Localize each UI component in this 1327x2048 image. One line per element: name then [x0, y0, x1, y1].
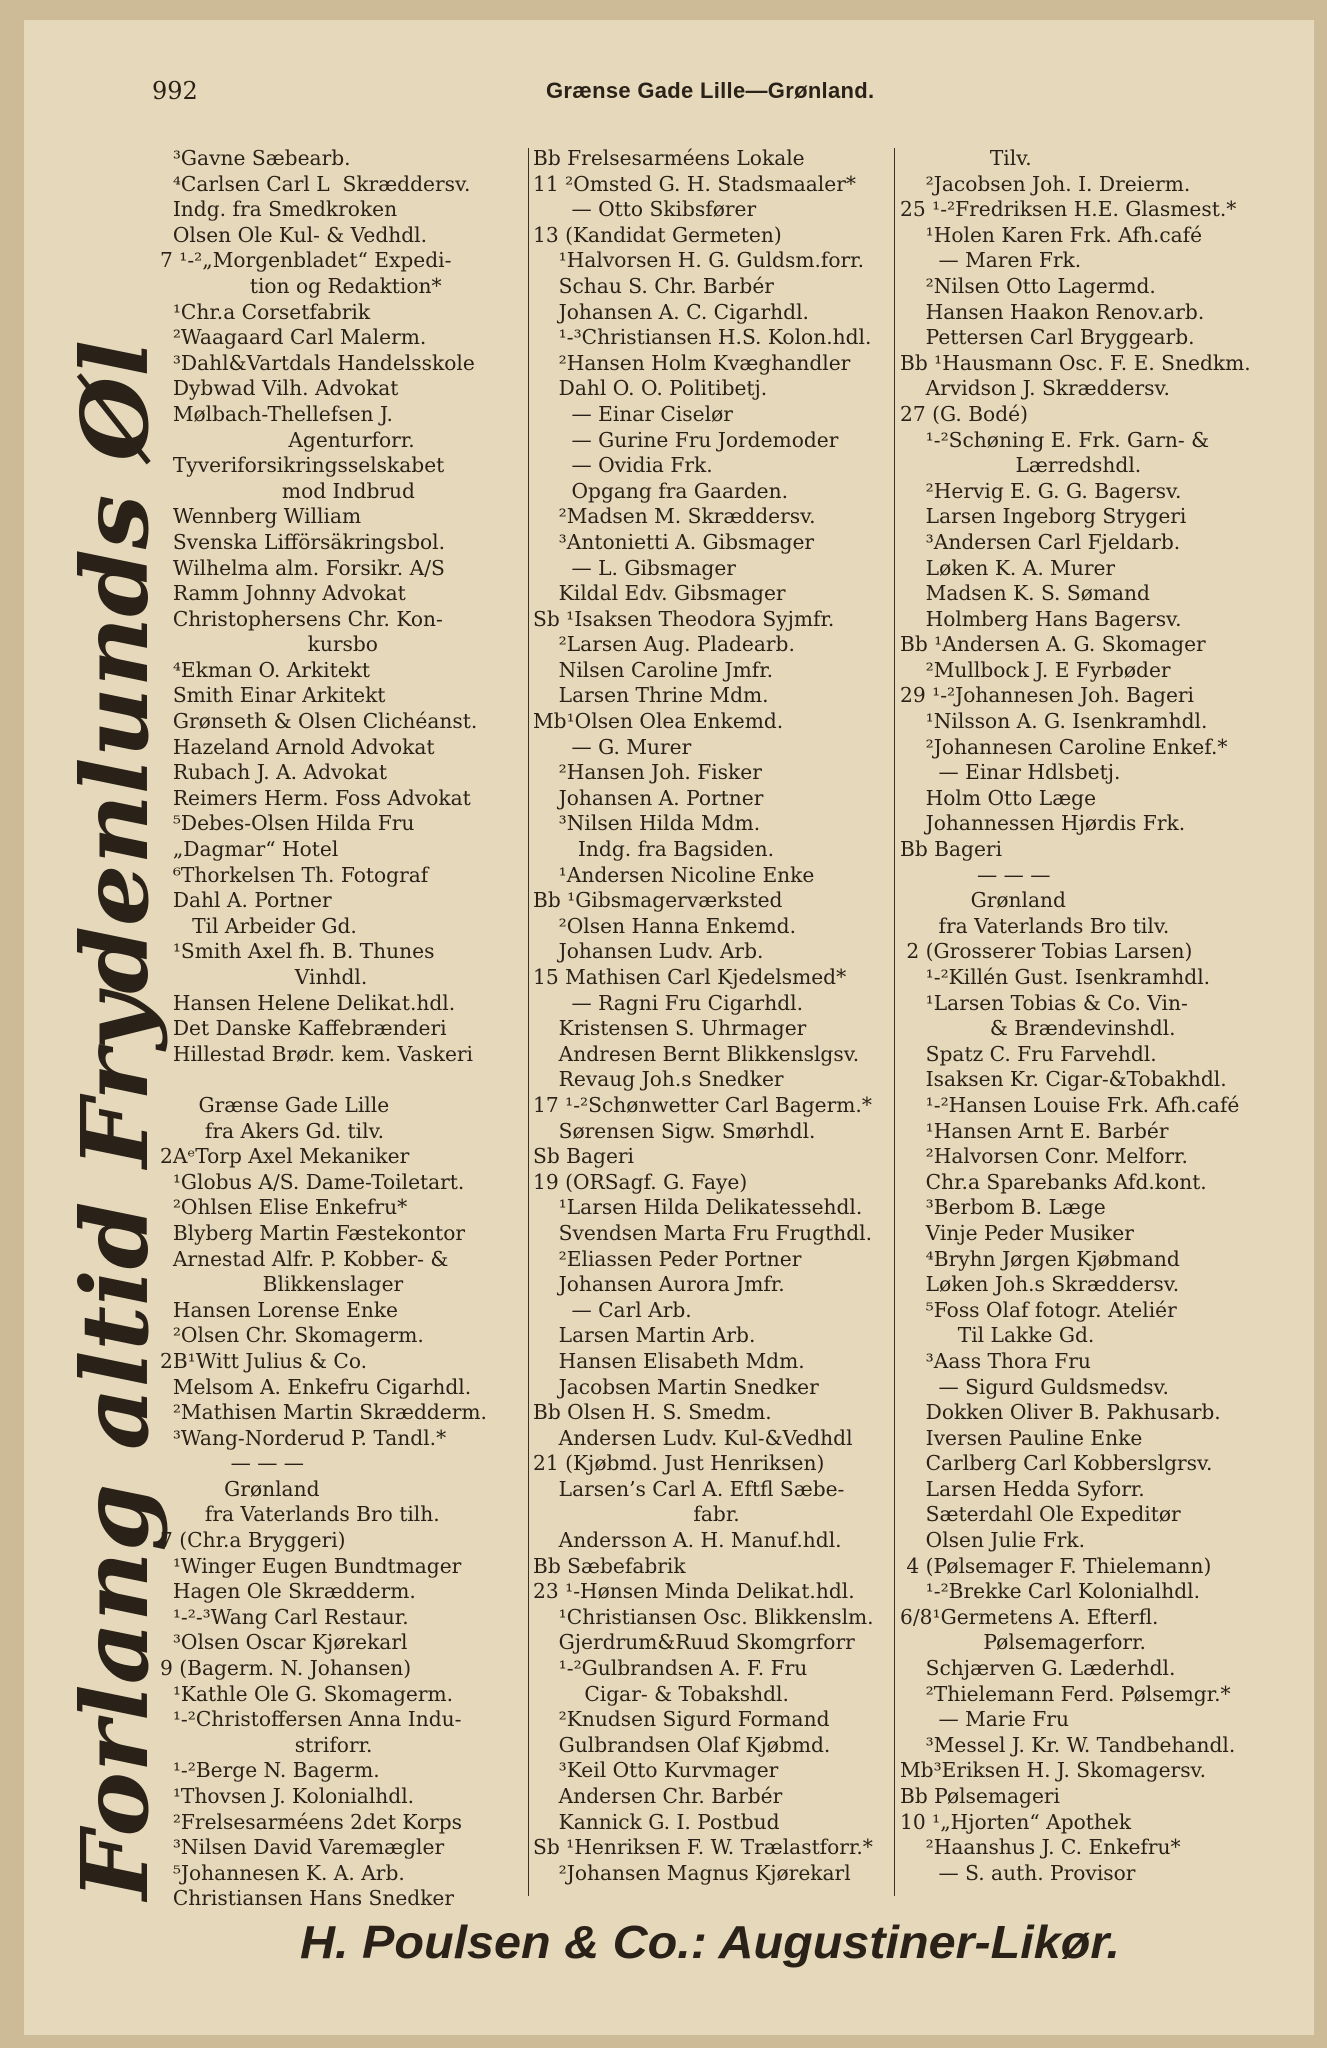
directory-entry: ⁵Johannesen K. A. Arb. — [160, 1860, 405, 1885]
directory-entry: tion og Redaktion* — [160, 273, 442, 298]
directory-entry: ²Frelsesarméens 2det Korps — [160, 1809, 463, 1834]
directory-entry: „Dagmar“ Hotel — [160, 837, 339, 862]
directory-entry: Christophersens Chr. Kon- — [160, 606, 443, 631]
directory-entry: Hagen Ole Skrædderm. — [160, 1579, 416, 1604]
directory-entry: ¹Globus A/S. Dame-Toiletart. — [160, 1169, 465, 1194]
directory-entry: Agenturforr. — [160, 427, 415, 452]
directory-entry: Mølbach-Thellefsen J. — [160, 401, 393, 426]
directory-entry: Larsen Hedda Syforr. — [900, 1476, 1145, 1501]
page-number: 992 — [152, 77, 198, 105]
directory-entry: ¹-²-³Wang Carl Restaur. — [160, 1604, 409, 1629]
directory-entry: 2B¹Witt Julius & Co. — [160, 1348, 368, 1373]
directory-entry: Kristensen S. Uhrmager — [533, 1016, 807, 1041]
bottom-ad-graphic — [0, 1912, 1327, 1974]
directory-entry: Bb Frelsesarméens Lokale — [533, 146, 805, 170]
directory-entry: Sæterdahl Ole Expeditør — [900, 1502, 1181, 1527]
directory-entry: Holmberg Hans Bagersv. — [900, 606, 1182, 631]
directory-entry: Cigar- & Tobakshdl. — [533, 1681, 789, 1706]
directory-entry: ³Berbom B. Læge — [900, 1195, 1106, 1220]
directory-entry: ⁵Foss Olaf fotogr. Ateliér — [900, 1297, 1177, 1322]
directory-entry: fabr. — [533, 1502, 740, 1527]
directory-entry: ⁴Carlsen Carl L Skræddersv. — [160, 171, 471, 196]
directory-entry: 10 ¹„Hjorten“ Apothek — [900, 1809, 1132, 1834]
directory-entry: striforr. — [160, 1732, 373, 1757]
directory-entry: Svendsen Marta Fru Frugthdl. — [533, 1220, 872, 1245]
directory-entry: Kildal Edv. Gibsmager — [533, 581, 786, 606]
directory-entry: Bb Bageri — [900, 837, 1003, 862]
directory-entry: 27 (G. Bodé) — [900, 401, 1028, 426]
directory-entry: Bb ¹Andersen A. G. Skomager — [900, 632, 1206, 657]
directory-entry: 4 (Pølsemager F. Thielemann) — [900, 1553, 1212, 1578]
directory-entry: ³Andersen Carl Fjeldarb. — [900, 529, 1181, 554]
directory-entry: ¹-²Gulbrandsen A. F. Fru — [533, 1656, 808, 1681]
directory-entry — [160, 1067, 528, 1093]
directory-entry: 2AᵉTorp Axel Mekaniker — [160, 1144, 410, 1169]
column-divider-1 — [528, 148, 529, 1896]
directory-entry: ³Keil Otto Kurvmager — [533, 1758, 779, 1783]
directory-entry: — L. Gibsmager — [533, 555, 736, 580]
directory-entry: ²Nilsen Otto Lagermd. — [900, 273, 1156, 298]
directory-entry: Christiansen Hans Snedker — [160, 1886, 455, 1911]
directory-entry: Dahl A. Portner — [160, 888, 332, 913]
directory-entry: Blikkenslager — [160, 1272, 404, 1297]
directory-entry: Bb ¹Hausmann Osc. F. E. Snedkm. — [900, 350, 1251, 375]
directory-entry: Arnestad Alfr. P. Kobber- & — [160, 1246, 449, 1271]
directory-entry: ³Messel J. Kr. W. Tandbehandl. — [900, 1732, 1236, 1757]
directory-entry: 17 ¹-²Schønwetter Carl Bagerm.* — [533, 1092, 872, 1117]
directory-entry: — Sigurd Guldsmedsv. — [900, 1374, 1169, 1399]
directory-entry: Iversen Pauline Enke — [900, 1425, 1143, 1450]
directory-entry: & Brændevinshdl. — [900, 1016, 1176, 1041]
directory-entry: ³Wang-Norderud P. Tandl.* — [160, 1425, 447, 1450]
directory-entry: Bb Olsen H. S. Smedm. — [533, 1400, 772, 1425]
directory-entry: — — — — [160, 1451, 304, 1476]
directory-entry: Larsen Thrine Mdm. — [533, 683, 769, 708]
running-head: Grænse Gade Lille—Grønland. — [546, 78, 875, 103]
directory-entry: ²Mathisen Martin Skrædderm. — [160, 1400, 487, 1425]
directory-entry: Johansen Aurora Jmfr. — [533, 1272, 785, 1297]
directory-entry: Jacobsen Martin Snedker — [533, 1374, 819, 1399]
directory-entry: Sørensen Sigw. Smørhdl. — [533, 1118, 816, 1143]
directory-entry: ¹-²Berge N. Bagerm. — [160, 1758, 380, 1783]
directory-entry: Løken K. A. Murer — [900, 555, 1116, 580]
directory-entry: ²Waagaard Carl Malerm. — [160, 325, 427, 350]
directory-column-1 — [160, 146, 528, 1912]
directory-entry: Dahl O. O. Politibetj. — [533, 376, 768, 401]
directory-entry: 23 ¹-Hønsen Minda Delikat.hdl. — [533, 1579, 855, 1604]
directory-entry: Mb³Eriksen H. J. Skomagersv. — [900, 1758, 1206, 1783]
directory-entry: ¹Smith Axel fh. B. Thunes — [160, 939, 435, 964]
directory-entry: ²Larsen Aug. Pladearb. — [533, 632, 795, 657]
directory-entry: 11 ²Omsted G. H. Stadsmaaler* — [533, 171, 856, 196]
directory-entry: ²Hervig E. G. G. Bagersv. — [900, 478, 1182, 503]
directory-entry: Andresen Bernt Blikkenslgsv. — [533, 1041, 860, 1066]
directory-entry: Pølsemagerforr. — [900, 1630, 1146, 1655]
directory-entry: Til Lakke Gd. — [900, 1323, 1095, 1348]
directory-entry: Hansen Helene Delikat.hdl. — [160, 990, 456, 1015]
directory-entry: ³Antonietti A. Gibsmager — [533, 529, 815, 554]
directory-entry: Tyveriforsikringsselskabet — [160, 453, 445, 478]
directory-entry: Opgang fra Gaarden. — [533, 478, 788, 503]
column-divider-2 — [894, 148, 895, 1896]
directory-entry: ³Aass Thora Fru — [900, 1348, 1091, 1373]
directory-entry: 25 ¹-²Fredriksen H.E. Glasmest.* — [900, 197, 1237, 222]
directory-entry: ¹Kathle Ole G. Skomagerm. — [160, 1681, 454, 1706]
directory-entry: — Einar Ciselør — [533, 401, 733, 426]
directory-entry: ¹-²Hansen Louise Frk. Afh.café — [900, 1092, 1240, 1117]
directory-entry: ¹-²Christoffersen Anna Indu- — [160, 1707, 462, 1732]
directory-entry: Hazeland Arnold Advokat — [160, 734, 435, 759]
directory-entry: Bb ¹Gibsmagerværksted — [533, 888, 783, 913]
bottom-ad-text: H. Poulsen & Co.: Augustiner-Likør. — [300, 1916, 1120, 1968]
directory-entry: ⁴Ekman O. Arkitekt — [160, 657, 371, 682]
directory-entry: Nilsen Caroline Jmfr. — [533, 657, 774, 682]
directory-entry: Grønland — [900, 888, 1066, 913]
directory-entry: Vinhdl. — [160, 965, 368, 989]
directory-entry: ²Knudsen Sigurd Formand — [533, 1707, 830, 1732]
directory-entry: ⁴Bryhn Jørgen Kjøbmand — [900, 1246, 1180, 1271]
directory-entry: Johannessen Hjørdis Frk. — [900, 811, 1186, 836]
directory-entry: kursbo — [160, 632, 378, 657]
directory-entry: Schau S. Chr. Barbér — [533, 273, 774, 298]
directory-entry: Løken Joh.s Skræddersv. — [900, 1272, 1180, 1297]
directory-entry: ¹Larsen Hilda Delikatessehdl. — [533, 1195, 863, 1220]
directory-entry: Andersson A. H. Manuf.hdl. — [533, 1528, 842, 1553]
directory-entry: ²Jacobsen Joh. I. Dreierm. — [900, 171, 1191, 196]
directory-entry: ²Thielemann Ferd. Pølsemgr.* — [900, 1681, 1231, 1706]
directory-entry: Blyberg Martin Fæstekontor — [160, 1220, 466, 1245]
directory-entry: ³Nilsen Hilda Mdm. — [533, 811, 761, 836]
directory-entry: ²Hansen Joh. Fisker — [533, 760, 762, 785]
page-header — [0, 72, 1327, 112]
directory-entry: — Maren Frk. — [900, 248, 1082, 273]
directory-entry: Larsen Martin Arb. — [533, 1323, 756, 1348]
directory-entry: ¹Halvorsen H. G. Guldsm.forr. — [533, 248, 865, 273]
directory-entry: Olsen Julie Frk. — [900, 1528, 1086, 1553]
directory-entry: ²Mullbock J. E Fyrbøder — [900, 657, 1171, 682]
directory-entry: Til Arbeider Gd. — [160, 913, 357, 938]
side-advertisement — [62, 300, 182, 2000]
directory-entry: ¹Hansen Arnt E. Barbér — [900, 1118, 1169, 1143]
directory-entry: Madsen K. S. Sømand — [900, 581, 1150, 606]
directory-entry: — Gurine Fru Jordemoder — [533, 427, 839, 452]
directory-entry: 29 ¹-²Johannesen Joh. Bageri — [900, 683, 1195, 708]
directory-entry: Dybwad Vilh. Advokat — [160, 376, 399, 401]
directory-entry: 7 ¹-²„Morgenbladet“ Expedi- — [160, 248, 452, 273]
directory-entry: ¹Nilsson A. G. Isenkramhdl. — [900, 709, 1208, 734]
directory-entry: ¹Andersen Nicoline Enke — [533, 862, 815, 887]
directory-entry: Ramm Johnny Advokat — [160, 581, 406, 606]
directory-entry: 13 (Kandidat Germeten) — [533, 222, 782, 247]
directory-entry: Dokken Oliver B. Pakhusarb. — [900, 1400, 1221, 1425]
directory-entry: Grønseth & Olsen Clichéanst. — [160, 709, 478, 734]
directory-entry: Svenska Lifförsäkringsbol. — [160, 529, 446, 554]
directory-entry: Vinje Peder Musiker — [900, 1220, 1134, 1245]
directory-entry: Schjærven G. Læderhdl. — [900, 1656, 1176, 1681]
directory-entry: ¹-²Killén Gust. Isenkramhdl. — [900, 965, 1211, 989]
directory-entry: — Marie Fru — [900, 1707, 1069, 1732]
directory-entry: fra Akers Gd. tilv. — [160, 1118, 385, 1143]
directory-entry: Olsen Ole Kul- & Vedhdl. — [160, 222, 428, 247]
directory-entry: — Ragni Fru Cigarhdl. — [533, 990, 803, 1015]
directory-entry: Det Danske Kaffebrænderi — [160, 1016, 447, 1041]
directory-entry: Pettersen Carl Bryggearb. — [900, 325, 1195, 350]
directory-entry: Holm Otto Læge — [900, 785, 1097, 810]
directory-entry: ¹Holen Karen Frk. Afh.café — [900, 222, 1203, 247]
directory-entry: Sb ¹Isaksen Theodora Syjmfr. — [533, 606, 835, 631]
directory-entry: — Otto Skibsfører — [533, 197, 757, 222]
directory-entry: Larsen Ingeborg Strygeri — [900, 504, 1187, 529]
directory-entry: 21 (Kjøbmd. Just Henriksen) — [533, 1451, 825, 1476]
directory-entry: ⁶Thorkelsen Th. Fotograf — [160, 862, 429, 887]
directory-entry: Andersen Ludv. Kul-&Vedhdl — [533, 1425, 853, 1450]
directory-entry: — Carl Arb. — [533, 1297, 692, 1322]
directory-entry: ²Olsen Chr. Skomagerm. — [160, 1323, 424, 1348]
directory-entry: ²Olsen Hanna Enkemd. — [533, 913, 796, 938]
directory-entry: ¹-³Christiansen H.S. Kolon.hdl. — [533, 325, 872, 350]
directory-entry: ²Halvorsen Conr. Melforr. — [900, 1144, 1188, 1169]
directory-column-3 — [900, 146, 1270, 1886]
directory-entry: 19 (ORSagf. G. Faye) — [533, 1169, 748, 1194]
directory-entry: Mb¹Olsen Olea Enkemd. — [533, 709, 784, 734]
directory-entry: ²Haanshus J. C. Enkefru* — [900, 1835, 1181, 1860]
directory-entry: 9 (Bagerm. N. Johansen) — [160, 1656, 412, 1681]
side-ad-text: Forlang altid Frydenlunds Øl — [62, 416, 169, 1900]
directory-entry: Rubach J. A. Advokat — [160, 760, 387, 785]
directory-entry: Bb Pølsemageri — [900, 1784, 1061, 1808]
directory-entry: ¹Larsen Tobias & Co. Vin- — [900, 990, 1188, 1015]
directory-entry: Hansen Lorense Enke — [160, 1297, 399, 1322]
directory-entry: ²Madsen M. Skræddersv. — [533, 504, 816, 529]
directory-entry: ¹-²Schøning E. Frk. Garn- & — [900, 427, 1210, 452]
directory-entry: ²Ohlsen Elise Enkefru* — [160, 1195, 408, 1220]
directory-entry: Gulbrandsen Olaf Kjøbmd. — [533, 1732, 831, 1757]
directory-entry: 15 Mathisen Carl Kjedelsmed* — [533, 965, 847, 989]
bottom-advertisement — [0, 1912, 1327, 1974]
directory-entry: ¹Christiansen Osc. Blikkenslm. — [533, 1604, 874, 1629]
directory-entry: Melsom A. Enkefru Cigarhdl. — [160, 1374, 472, 1399]
directory-entry: fra Vaterlands Bro tilh. — [160, 1502, 440, 1527]
directory-entry: Lærredshdl. — [900, 453, 1142, 478]
directory-entry: ²Hansen Holm Kvæghandler — [533, 350, 851, 375]
directory-entry: Hansen Haakon Renov.arb. — [900, 299, 1205, 324]
directory-entry: Gjerdrum&Ruud Skomgrforr — [533, 1630, 855, 1655]
directory-entry: Sb ¹Henriksen F. W. Trælastforr.* — [533, 1835, 873, 1860]
directory-entry: Johansen A. Portner — [533, 785, 764, 810]
side-ad-graphic — [62, 300, 182, 2000]
directory-entry: — — — — [900, 862, 1051, 887]
directory-entry: ²Eliassen Peder Portner — [533, 1246, 802, 1271]
directory-entry: Smith Einar Arkitekt — [160, 683, 386, 708]
directory-entry: Grænse Gade Lille — [160, 1092, 390, 1117]
directory-entry: Andersen Chr. Barbér — [533, 1784, 783, 1808]
directory-entry: ²Johansen Magnus Kjørekarl — [533, 1860, 851, 1885]
directory-entry: fra Vaterlands Bro tilv. — [900, 913, 1170, 938]
directory-entry: mod Indbrud — [160, 478, 415, 503]
directory-entry: ¹Winger Eugen Bundtmager — [160, 1553, 462, 1578]
directory-entry: Kannick G. I. Postbud — [533, 1809, 780, 1834]
directory-entry: ⁵Debes-Olsen Hilda Fru — [160, 811, 415, 836]
directory-entry: 7 (Chr.a Bryggeri) — [160, 1528, 346, 1553]
directory-entry: Tilv. — [900, 146, 1032, 170]
directory-entry: ³Dahl&Vartdals Handelsskole — [160, 350, 475, 375]
directory-entry: Bb Sæbefabrik — [533, 1553, 686, 1578]
directory-entry: — Einar Hdlsbetj. — [900, 760, 1121, 785]
directory-entry: Chr.a Sparebanks Afd.kont. — [900, 1169, 1207, 1194]
directory-entry: Spatz C. Fru Farvehdl. — [900, 1041, 1157, 1066]
directory-entry: Hansen Elisabeth Mdm. — [533, 1348, 805, 1373]
directory-entry: Johansen Ludv. Arb. — [533, 939, 764, 964]
directory-entry: — G. Murer — [533, 734, 692, 759]
directory-entry: 6/8¹Germetens A. Efterfl. — [900, 1604, 1159, 1629]
directory-entry: ¹Chr.a Corsetfabrik — [160, 299, 371, 324]
directory-entry: Indg. fra Bagsiden. — [533, 837, 775, 862]
directory-entry: Isaksen Kr. Cigar-&Tobakhdl. — [900, 1067, 1227, 1092]
directory-entry: ¹Thovsen J. Kolonialhdl. — [160, 1784, 415, 1808]
directory-entry: 2 (Grosserer Tobias Larsen) — [900, 939, 1193, 964]
directory-entry: ³Gavne Sæbearb. — [160, 146, 351, 170]
directory-entry: ³Olsen Oscar Kjørekarl — [160, 1630, 408, 1655]
directory-column-2 — [533, 146, 895, 1886]
directory-entry: — S. auth. Provisor — [900, 1860, 1136, 1885]
directory-entry: ¹-²Brekke Carl Kolonialhdl. — [900, 1579, 1200, 1604]
directory-entry: Grønland — [160, 1476, 320, 1501]
directory-entry: Carlberg Carl Kobberslgrsv. — [900, 1451, 1213, 1476]
directory-entry: Johansen A. C. Cigarhdl. — [533, 299, 809, 324]
directory-entry: Hillestad Brødr. kem. Vaskeri — [160, 1041, 473, 1066]
directory-entry: Wennberg William — [160, 504, 362, 529]
directory-entry: Indg. fra Smedkroken — [160, 197, 398, 222]
directory-entry: — Ovidia Frk. — [533, 453, 713, 478]
directory-entry: Arvidson J. Skræddersv. — [900, 376, 1170, 401]
directory-entry: Larsen’s Carl A. Eftfl Sæbe- — [533, 1476, 845, 1501]
directory-entry: Revaug Joh.s Snedker — [533, 1067, 784, 1092]
directory-entry: ³Nilsen David Varemægler — [160, 1835, 445, 1860]
directory-entry: Wilhelma alm. Forsikr. A/S — [160, 555, 445, 580]
directory-entry: Sb Bageri — [533, 1144, 635, 1169]
directory-entry: ²Johannesen Caroline Enkef.* — [900, 734, 1228, 759]
directory-entry: Reimers Herm. Foss Advokat — [160, 785, 471, 810]
